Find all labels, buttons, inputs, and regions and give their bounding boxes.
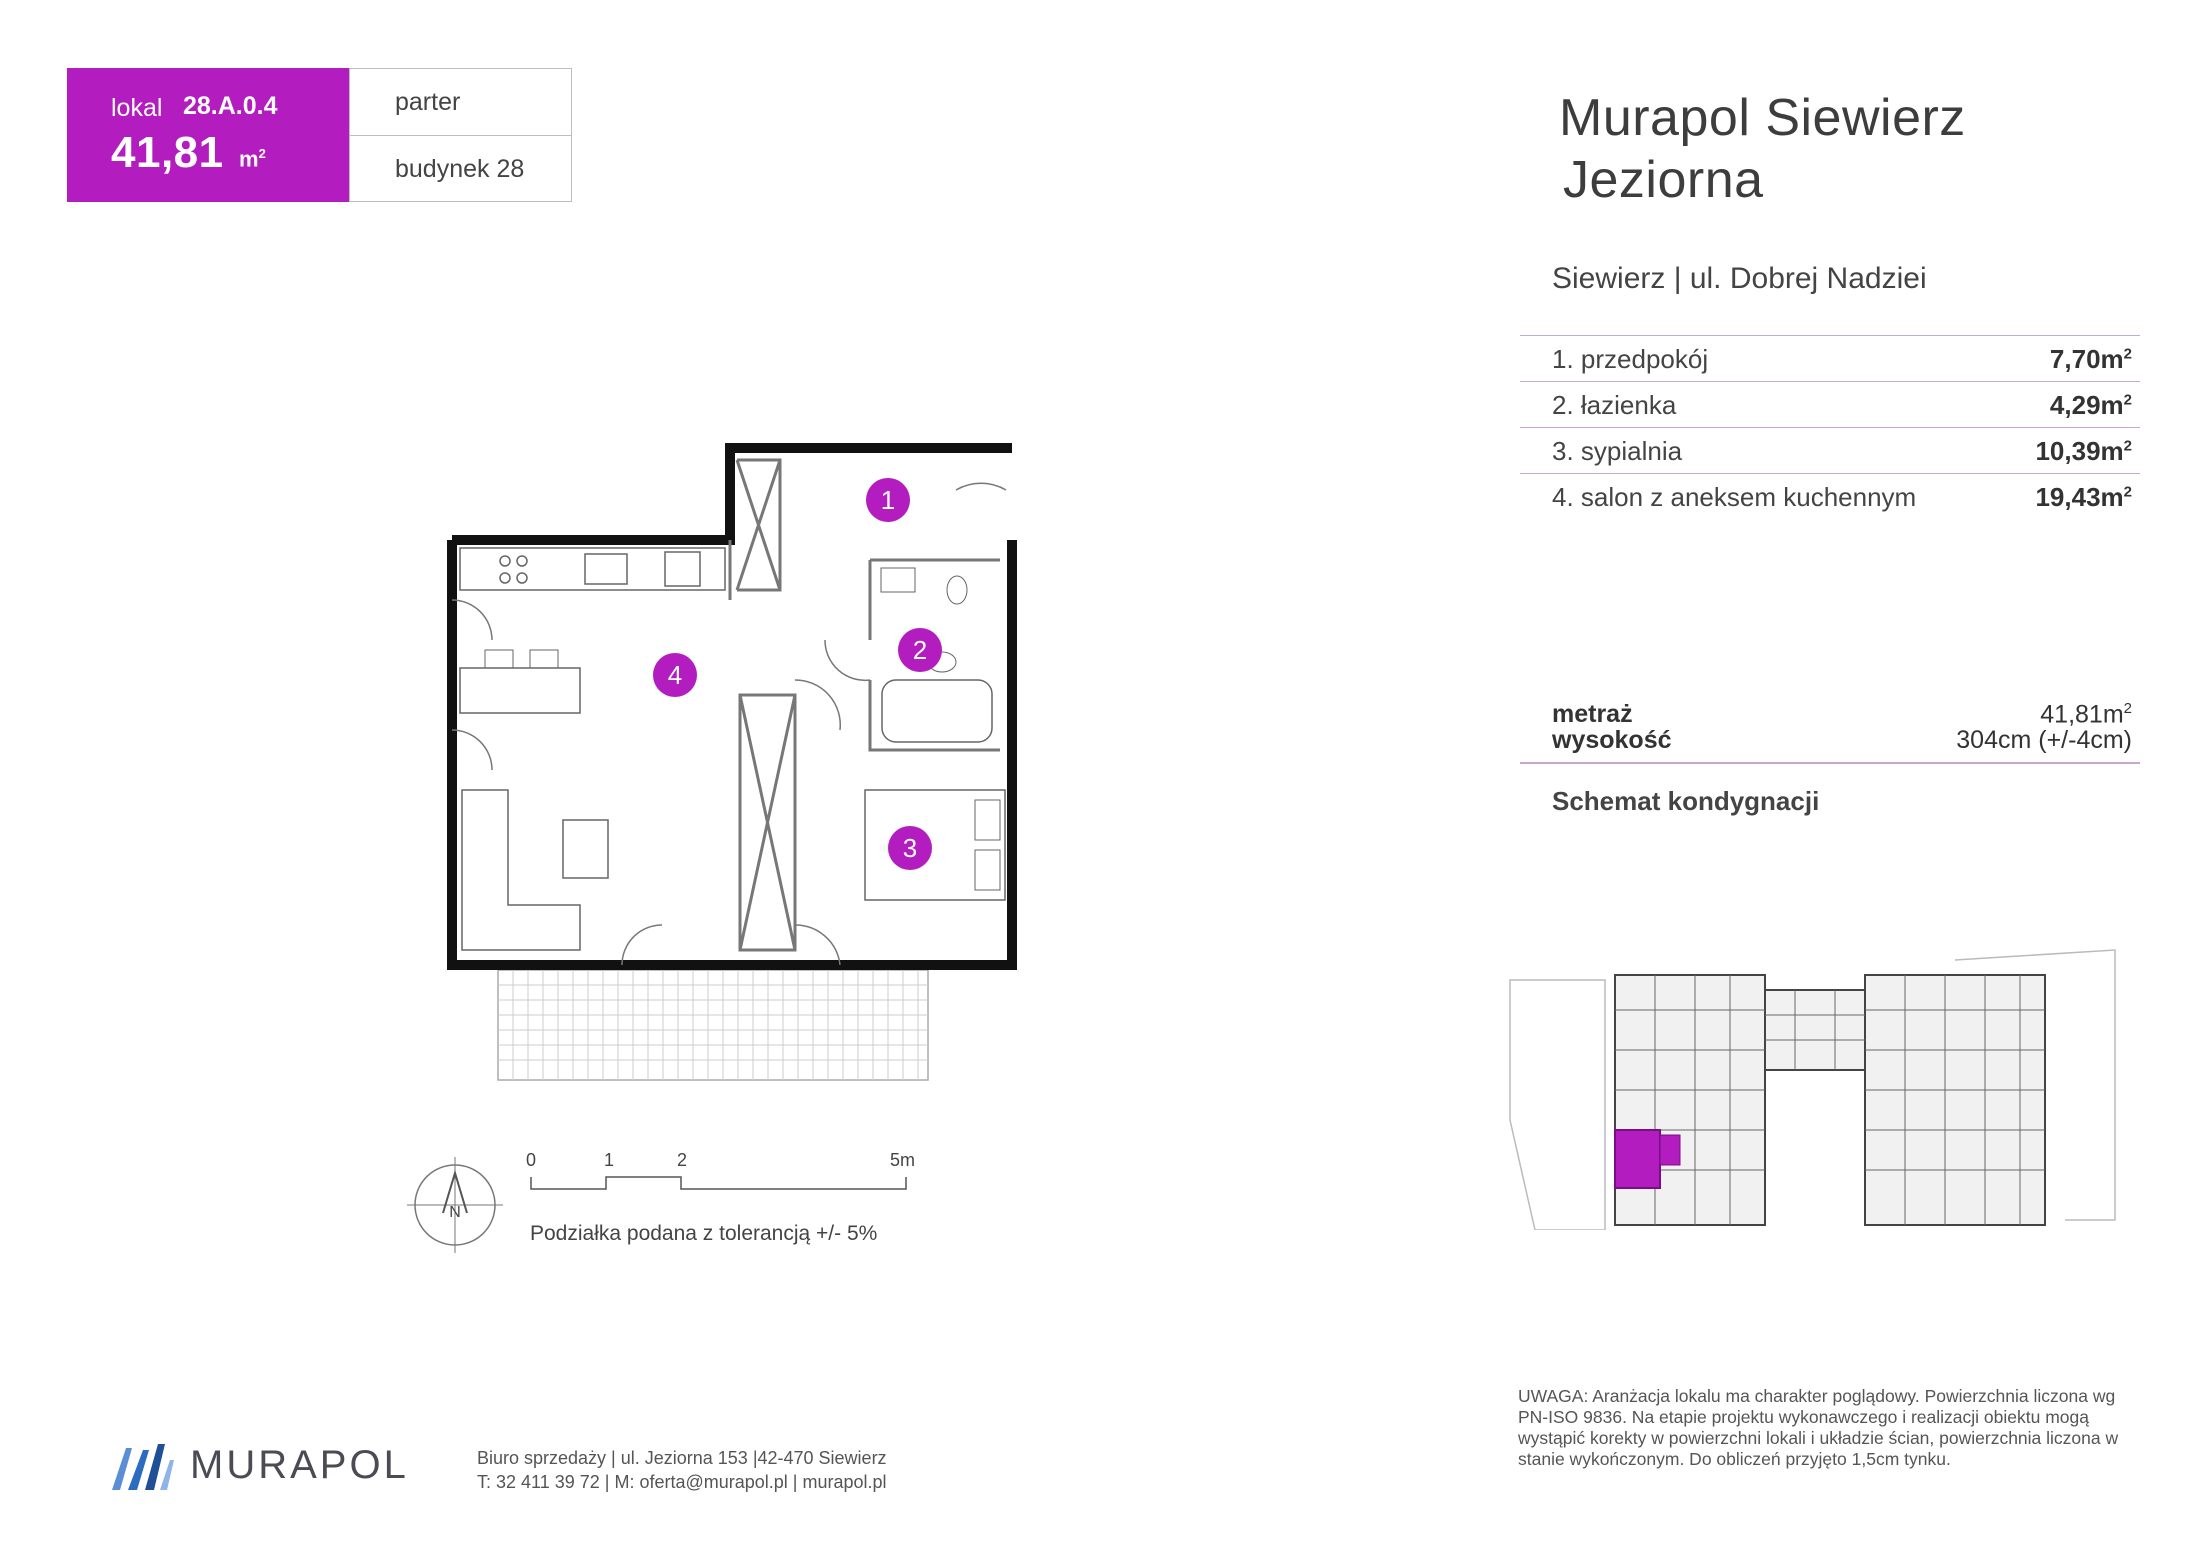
room-row bbox=[1520, 381, 2140, 427]
room-marker-label: 3 bbox=[902, 833, 918, 863]
scale-tick-label: 0 bbox=[526, 1150, 537, 1170]
room-list bbox=[1520, 335, 2140, 519]
room-name: 4. salon z aneksem kuchennym bbox=[1552, 482, 1917, 512]
scale-tick-label: 2 bbox=[677, 1150, 688, 1170]
unit-area-unit: $m^2$ bbox=[239, 146, 266, 172]
room-area: $4,29m^2$ bbox=[2049, 390, 2132, 420]
room-name: 1. przedpokój bbox=[1552, 344, 1709, 374]
room-name: 2. łazienka bbox=[1552, 390, 1677, 420]
highlighted-unit bbox=[1615, 1130, 1660, 1188]
scale-tick-label: 1 bbox=[604, 1150, 615, 1170]
room-marker-label: 4 bbox=[667, 660, 683, 690]
project-title-line1: Murapol Siewierz bbox=[1559, 89, 1966, 147]
compass-icon bbox=[405, 1155, 505, 1255]
lokal-code: 28.A.0.4 bbox=[183, 92, 278, 120]
scale-tick-label: 5m bbox=[890, 1150, 916, 1170]
building-label: budynek 28 bbox=[395, 155, 525, 183]
metraz-value: $41,81m^2$ bbox=[2040, 700, 2132, 729]
scale-bar bbox=[520, 1150, 920, 1210]
floor-schematic bbox=[1505, 940, 2125, 1230]
schema-label: Schemat kondygnacji bbox=[1552, 786, 1820, 816]
murapol-logo-icon bbox=[110, 1442, 176, 1492]
north-label: N bbox=[449, 1204, 461, 1221]
contact-address: Biuro sprzedaży | ul. Jeziorna 153 |42-470 Siewierz bbox=[477, 1448, 887, 1468]
floor-label: parter bbox=[350, 69, 571, 136]
room-name: 3. sypialnia bbox=[1552, 436, 1683, 466]
unit-area-value: 41,81 bbox=[111, 128, 224, 177]
wysokosc-value: 304cm (+/-4cm) bbox=[1956, 726, 2132, 754]
room-row bbox=[1520, 427, 2140, 473]
room-area: $10,39m^2$ bbox=[2035, 436, 2132, 466]
scale-line bbox=[530, 1175, 910, 1195]
unit-badge bbox=[67, 68, 349, 202]
project-title-line2: Jeziorna bbox=[1563, 151, 1764, 209]
metraz-label: metraż bbox=[1552, 700, 1633, 728]
unit-summary bbox=[1520, 700, 2140, 764]
floor-info-box bbox=[349, 68, 572, 202]
lokal-label: lokal bbox=[111, 94, 163, 122]
room-area: $7,70m^2$ bbox=[2049, 344, 2132, 374]
room-row bbox=[1520, 473, 2140, 519]
room-marker-label: 2 bbox=[912, 635, 928, 665]
room-area: $19,43m^2$ bbox=[2035, 482, 2132, 512]
project-address: Siewierz | ul. Dobrej Nadziei bbox=[1552, 262, 1927, 295]
floor-plan bbox=[400, 430, 1040, 1090]
scale-note: Podziałka podana z tolerancją +/- 5% bbox=[530, 1222, 878, 1245]
room-row bbox=[1520, 335, 2140, 381]
room-marker-label: 1 bbox=[880, 485, 896, 515]
disclaimer-note: UWAGA: Aranżacja lokalu ma charakter poglądowy. Powierzchnia liczona wg PN-ISO 9836. Na etapie projektu wykonawczego i realizacji obiektu mogą wystąpić korekty w powierzchni lokali i układzie ścian, powierzchnia liczona w stanie wykończonym. Do obliczeń przyjęto 1,5cm tynku. bbox=[1518, 1386, 2119, 1469]
wysokosc-label: wysokość bbox=[1552, 726, 1672, 754]
contact-phone-email: T: 32 411 39 72 | M: oferta@murapol.pl | murapol.pl bbox=[477, 1472, 887, 1492]
brand-name: MURAPOL bbox=[190, 1443, 409, 1487]
